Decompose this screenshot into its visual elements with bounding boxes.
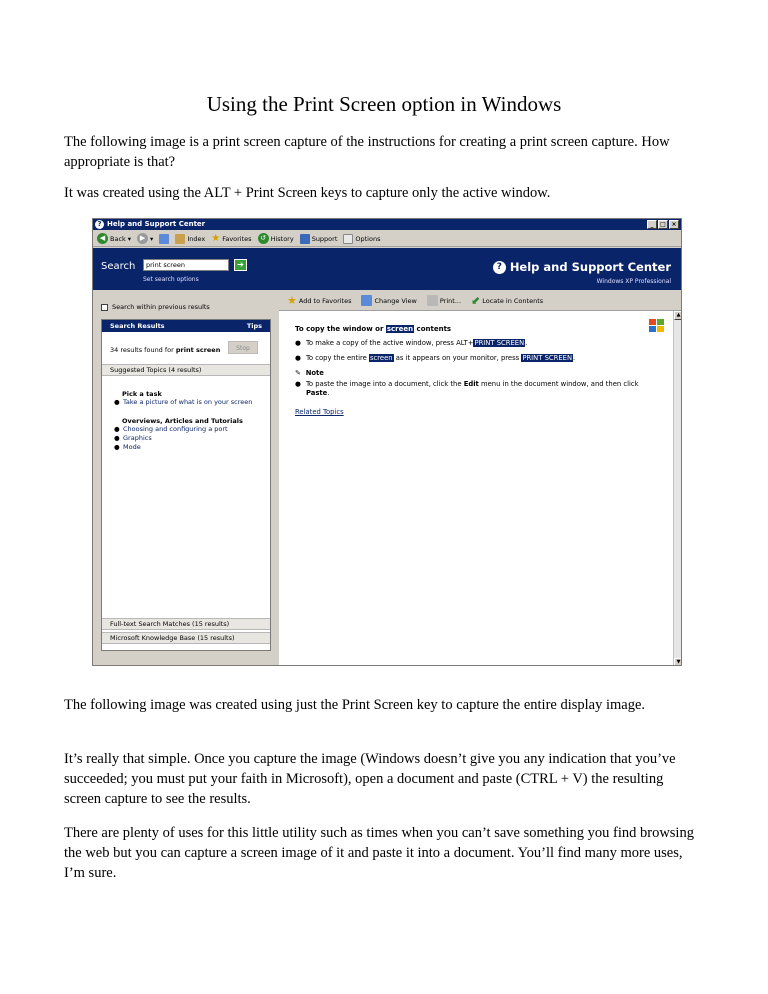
close-button[interactable]: ×	[669, 220, 679, 229]
scroll-up-icon[interactable]: ▲	[674, 311, 682, 320]
forward-arrow-icon: ▶	[137, 233, 148, 244]
home-button[interactable]	[159, 234, 169, 244]
list-item: ● To make a copy of the active window, press ALT+PRINT SCREEN.	[295, 339, 528, 347]
change-view-icon	[361, 295, 372, 306]
star-icon: ★	[287, 294, 297, 307]
article-content	[295, 325, 655, 417]
chevron-down-icon: ▾	[127, 234, 132, 243]
results-header: Search Results Tips	[102, 320, 270, 332]
chevron-down-icon: ▾	[150, 234, 154, 243]
window-titlebar	[93, 219, 681, 230]
tips-link[interactable]: Tips	[246, 322, 262, 330]
index-button[interactable]: Index	[175, 234, 205, 244]
list-item[interactable]: ● Graphics	[114, 434, 152, 442]
pick-task-heading: Pick a task	[122, 390, 162, 398]
list-item[interactable]: ● Choosing and configuring a port	[114, 425, 228, 433]
print-button[interactable]: Print...	[427, 295, 461, 306]
article-pane	[279, 291, 682, 666]
vertical-scrollbar[interactable]	[673, 311, 682, 666]
list-item: ● To paste the image into a document, click the Edit menu in the document window, and then click Paste.	[295, 380, 639, 397]
window-title: Help and Support Center	[107, 220, 206, 228]
help-window-screenshot	[92, 218, 682, 666]
article-title: To copy the window or screen contents	[295, 325, 452, 333]
locate-in-contents-button[interactable]: ⬋ Locate in Contents	[471, 294, 544, 307]
fulltext-matches-header[interactable]: Full-text Search Matches (15 results)	[102, 618, 270, 630]
scroll-down-icon[interactable]: ▼	[674, 658, 682, 666]
article-toolbar	[279, 291, 682, 311]
document-title: Using the Print Screen option in Windows	[206, 92, 562, 116]
stop-button[interactable]: Stop	[228, 341, 258, 354]
simple-paragraph: It’s really that simple. Once you capture the image (Windows doesn’t give you any indication that you’ve succeeded; you must put your faith in Microsoft), open a document and paste (CTRL + V) the resulting screen capture to see the results.	[64, 751, 676, 807]
related-topics-link[interactable]: Related Topics	[295, 408, 344, 416]
search-label: Search	[101, 261, 136, 272]
suggested-topics-header[interactable]: Suggested Topics (4 results)	[102, 364, 270, 376]
brand-subtitle: Windows XP Professional	[596, 278, 671, 285]
options-button[interactable]: Options	[343, 234, 380, 244]
method-paragraph: It was created using the ALT + Print Screen keys to capture only the active window.	[64, 185, 551, 201]
list-item[interactable]: ● Take a picture of what is on your screen	[114, 398, 253, 406]
overviews-heading: Overviews, Articles and Tutorials	[122, 417, 243, 425]
history-icon: ↺	[258, 233, 269, 244]
support-button[interactable]: Support	[300, 234, 338, 244]
intro-paragraph: The following image is a print screen capture of the instructions for creating a print screen capture. How appropriate is that?	[64, 134, 670, 170]
help-icon: ?	[493, 261, 506, 274]
note-heading: ✎ Note	[295, 369, 324, 377]
search-banner	[93, 248, 681, 290]
search-results-pane	[93, 291, 279, 666]
home-icon	[159, 234, 169, 244]
add-to-favorites-button[interactable]: ★ Add to Favorites	[287, 294, 352, 307]
search-input[interactable]: print screen	[143, 259, 229, 271]
support-icon	[300, 234, 310, 244]
forward-button[interactable]	[137, 233, 153, 244]
minimize-button[interactable]: _	[647, 220, 657, 229]
search-within-checkbox[interactable]: Search within previous results	[101, 303, 210, 311]
set-search-options-link[interactable]: Set search options	[143, 276, 199, 283]
maximize-button[interactable]: □	[658, 220, 668, 229]
results-panel	[101, 319, 271, 651]
change-view-button[interactable]: Change View	[361, 295, 416, 306]
results-count: 34 results found for print screen	[110, 346, 221, 354]
options-icon	[343, 234, 353, 244]
favorites-button[interactable]: ★ Favorites	[211, 233, 252, 244]
history-button[interactable]: ↺ History	[258, 233, 294, 244]
list-item: ● To copy the entire screen as it appears on your monitor, press PRINT SCREEN.	[295, 354, 576, 362]
star-icon: ★	[211, 233, 221, 244]
fullscreen-paragraph: The following image was created using just the Print Screen key to capture the entire display image.	[64, 697, 646, 713]
search-go-button[interactable]: ➔	[234, 259, 247, 271]
back-button[interactable]: ◀ Back ▾	[97, 233, 131, 244]
locate-arrow-icon: ⬋	[471, 294, 481, 307]
suggested-topics-list	[114, 384, 264, 452]
note-icon: ✎	[295, 369, 301, 377]
checkbox-icon	[101, 304, 108, 311]
uses-paragraph: There are plenty of uses for this little utility such as times when you can’t save something you find browsing the web but you can capture a screen image of it and paste it into a document. You’ll find many more uses, I’m sure.	[64, 825, 694, 881]
help-icon: ?	[95, 220, 104, 229]
main-toolbar	[93, 231, 681, 247]
book-icon	[175, 234, 185, 244]
printer-icon	[427, 295, 438, 306]
brand-title: ? Help and Support Center	[493, 260, 671, 274]
back-arrow-icon: ◀	[97, 233, 108, 244]
knowledge-base-header[interactable]: Microsoft Knowledge Base (15 results)	[102, 632, 270, 644]
list-item[interactable]: ● Mode	[114, 443, 141, 451]
